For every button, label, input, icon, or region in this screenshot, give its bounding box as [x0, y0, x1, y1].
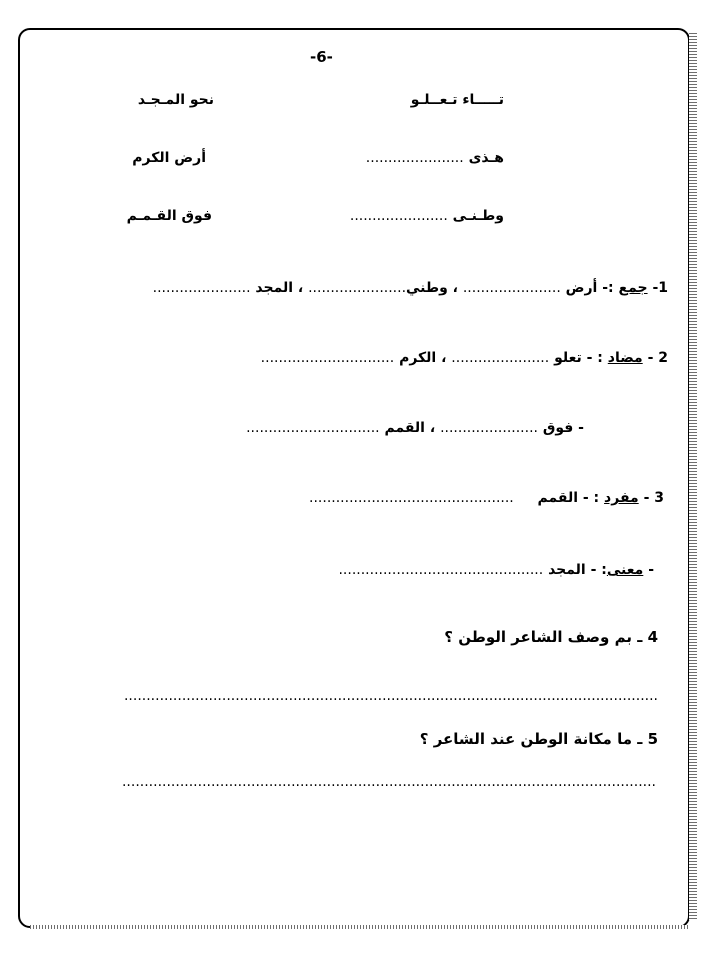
- q3-colon: : -: [582, 490, 600, 506]
- q3b-word1: المجد: [548, 562, 586, 578]
- q2-blank3: ......................: [440, 420, 538, 436]
- q1-blank1: ......................: [462, 280, 561, 296]
- q4-answer-blank: ........................................................................................................................: [123, 688, 658, 704]
- q2-word4: ، القمم: [384, 420, 436, 436]
- poem-line2-blank: ......................: [365, 150, 464, 166]
- q1-blank2: ......................: [308, 280, 407, 296]
- question-2-line2: [246, 420, 584, 436]
- q1-label: جمع: [618, 280, 648, 296]
- poem-line2-left: أرض الكرم: [132, 150, 206, 166]
- q2-blank4: ..............................: [246, 420, 380, 436]
- poem-line1-right: تـــــاء تـعــلـو: [410, 92, 504, 108]
- question-3: [309, 490, 664, 506]
- q3-blank1: ..............................................: [309, 490, 514, 506]
- q2-word1: تعلو: [554, 350, 582, 366]
- poem-line3-right: [350, 208, 504, 224]
- question-1: [153, 280, 668, 296]
- q2-colon: : -: [586, 350, 603, 366]
- q3b-label: معنى: [606, 562, 644, 578]
- q3b-prefix: -: [648, 562, 654, 578]
- q1-number: 1-: [652, 280, 668, 296]
- frame-shadow-bottom: [30, 925, 690, 929]
- q1-word3: ، المجد: [255, 280, 304, 296]
- q2-label: مضاد: [607, 350, 643, 366]
- question-2: [261, 350, 668, 366]
- q2-blank1: ......................: [451, 350, 550, 366]
- frame-shadow-right: [689, 33, 697, 920]
- poem-line2-word: هـذى: [468, 150, 504, 166]
- q5-answer-blank: ........................................................................................................................: [121, 774, 656, 790]
- poem-line2-right: [366, 150, 504, 166]
- q1-colon: :-: [602, 280, 614, 296]
- question-3b: [338, 562, 654, 578]
- q2-word3: - فوق: [542, 420, 584, 436]
- page-frame: [18, 28, 690, 928]
- page-number: -6-: [310, 48, 333, 66]
- q2-blank2: ..............................: [260, 350, 395, 366]
- question-5: 5 ـ ما مكانة الوطن عند الشاعر ؟: [419, 730, 658, 748]
- question-4-answer-line: [124, 688, 658, 704]
- q2-word2: ، الكرم: [399, 350, 447, 366]
- q3-number: 3 -: [643, 490, 664, 506]
- q3-word1: القمم: [537, 490, 578, 506]
- q3-label: مفرد: [604, 490, 639, 506]
- poem-line3-left: فوق القـمـم: [126, 208, 212, 224]
- q1-word1: أرض: [565, 280, 598, 296]
- q3b-blank1: ..............................................: [338, 562, 544, 578]
- q2-number: 2 -: [647, 350, 668, 366]
- q1-blank3: ......................: [152, 280, 251, 296]
- q1-word2: ، وطني: [406, 280, 458, 296]
- poem-line1-left: نحو المـجـد: [137, 92, 214, 108]
- q3b-colon: : -: [590, 562, 607, 578]
- question-5-answer-line: [122, 774, 656, 790]
- question-4: 4 ـ بم وصف الشاعر الوطن ؟: [444, 628, 658, 646]
- poem-line3-word: وطـنـى: [452, 208, 504, 224]
- poem-line3-blank: ......................: [349, 208, 448, 224]
